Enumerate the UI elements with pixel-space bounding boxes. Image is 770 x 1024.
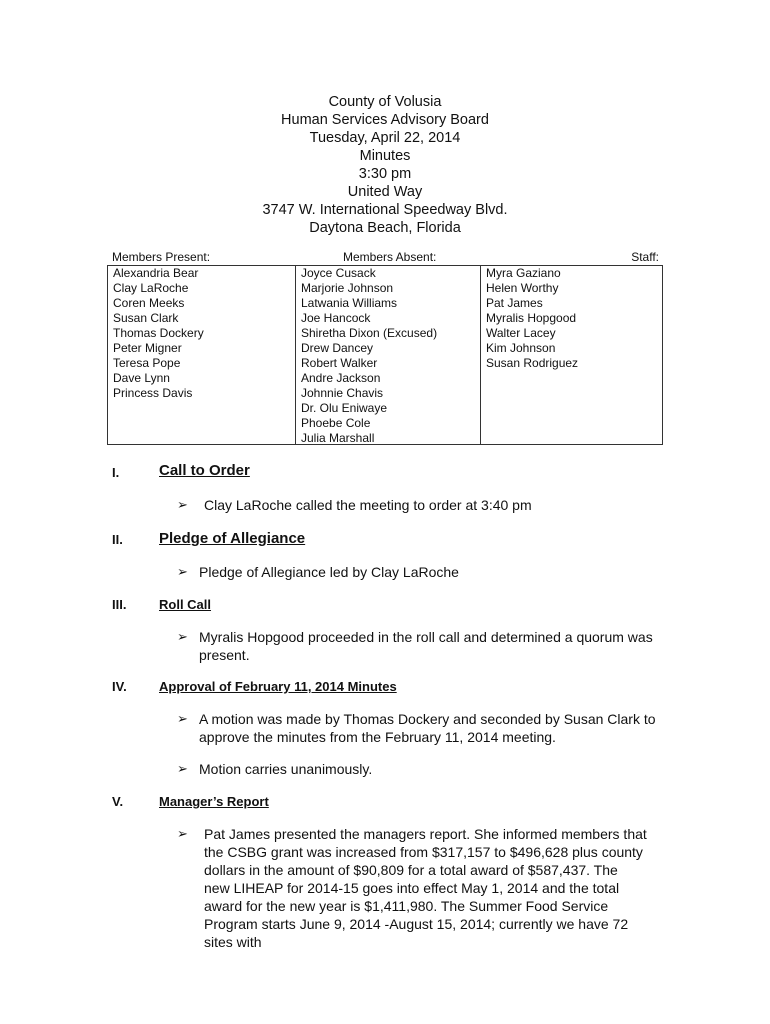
- section-numeral: I.: [112, 465, 120, 480]
- bullet-arrow-icon: ➢: [177, 629, 188, 644]
- staff-name: Kim Johnson: [486, 341, 556, 355]
- member-present-name: Alexandria Bear: [113, 266, 199, 280]
- document-header: [0, 93, 770, 237]
- bullet-item: [177, 563, 657, 581]
- section-numeral: II.: [112, 532, 123, 547]
- section-numeral: V.: [112, 794, 124, 809]
- header-street: 3747 W. International Speedway Blvd.: [262, 202, 508, 218]
- section-title: Call to Order: [159, 462, 250, 479]
- header-venue: United Way: [347, 184, 423, 200]
- bullet-arrow-icon: ➢: [177, 826, 188, 841]
- header-city: Daytona Beach, Florida: [309, 220, 461, 236]
- bullet-item: [177, 496, 657, 514]
- header-board: Human Services Advisory Board: [281, 112, 489, 128]
- member-present-name: Thomas Dockery: [113, 326, 204, 340]
- bullet-text: Pledge of Allegiance led by Clay LaRoche: [199, 564, 459, 580]
- staff-name: Susan Rodriguez: [486, 356, 579, 370]
- header-county: County of Volusia: [328, 94, 442, 110]
- member-absent-name: Latwania Williams: [301, 296, 398, 310]
- bullet-arrow-icon: ➢: [177, 711, 188, 726]
- attendance-block: [107, 250, 663, 445]
- member-absent-name: Joyce Cusack: [301, 266, 376, 280]
- member-present-name: Dave Lynn: [113, 371, 170, 385]
- member-absent-name: Shiretha Dixon (Excused): [301, 326, 438, 340]
- bullet-item: [177, 628, 657, 664]
- member-absent-name: Drew Dancey: [301, 341, 374, 355]
- members-present-column: [108, 266, 295, 444]
- member-absent-name: Dr. Olu Eniwaye: [301, 401, 388, 415]
- member-absent-name: Johnnie Chavis: [301, 386, 384, 400]
- staff-name: Myra Gaziano: [486, 266, 561, 280]
- bullet-arrow-icon: ➢: [177, 564, 188, 579]
- member-absent-name: Julia Marshall: [301, 431, 375, 445]
- header-time: 3:30 pm: [358, 166, 412, 182]
- member-absent-name: Andre Jackson: [301, 371, 381, 385]
- member-absent-name: Joe Hancock: [301, 311, 371, 325]
- bullet-text: Myralis Hopgood proceeded in the roll call and determined a quorum was present.: [199, 629, 653, 663]
- header-date: Tuesday, April 22, 2014: [309, 130, 461, 146]
- member-absent-name: Phoebe Cole: [301, 416, 371, 430]
- bullet-text: Motion carries unanimously.: [199, 761, 373, 777]
- member-present-name: Coren Meeks: [113, 296, 185, 310]
- section-title: Approval of February 11, 2014 Minutes: [159, 679, 397, 694]
- bullet-item: [177, 825, 647, 951]
- member-present-name: Peter Migner: [113, 341, 182, 355]
- member-absent-name: Marjorie Johnson: [301, 281, 394, 295]
- members-absent-column: [295, 266, 480, 444]
- section-title: Pledge of Allegiance: [159, 530, 306, 547]
- member-absent-name: Robert Walker: [301, 356, 378, 370]
- header-doc-type: Minutes: [359, 148, 411, 164]
- staff-column: [480, 266, 662, 444]
- staff-heading: Staff:: [631, 250, 659, 264]
- section-numeral: IV.: [112, 679, 127, 694]
- staff-name: Helen Worthy: [486, 281, 559, 295]
- bullet-item: [177, 710, 657, 746]
- member-present-name: Clay LaRoche: [113, 281, 189, 295]
- member-present-name: Teresa Pope: [113, 356, 181, 370]
- member-present-name: Princess Davis: [113, 386, 193, 400]
- members-present-heading: Members Present:: [112, 250, 211, 264]
- staff-name: Walter Lacey: [486, 326, 556, 340]
- members-absent-heading: Members Absent:: [343, 250, 437, 264]
- section-numeral: III.: [112, 597, 127, 612]
- bullet-arrow-icon: ➢: [177, 497, 188, 512]
- bullet-text: Clay LaRoche called the meeting to order at 3:40 pm: [204, 497, 532, 513]
- member-present-name: Susan Clark: [113, 311, 179, 325]
- staff-name: Myralis Hopgood: [486, 311, 577, 325]
- bullet-arrow-icon: ➢: [177, 761, 188, 776]
- bullet-text: A motion was made by Thomas Dockery and seconded by Susan Clark to approve the minutes from the February 11, 2014 meeting.: [199, 711, 656, 745]
- section-title: Manager’s Report: [159, 794, 269, 809]
- attendance-table: [107, 265, 663, 445]
- bullet-item: [177, 760, 657, 778]
- bullet-text: Pat James presented the managers report. She informed members that the CSBG grant was increased from $317,157 to $496,628 plus county dollars in the amount of $90,809 for a total award of $587,437. The new LIHEAP for 2014-15 goes into effect May 1, 2014 and the total award for the new year is $1,411,980. The Summer Food Service Program starts June 9, 2014 -August 15, 2014; currently we have 72 sites with: [204, 826, 647, 950]
- section-title: Roll Call: [159, 597, 212, 612]
- staff-name: Pat James: [486, 296, 543, 310]
